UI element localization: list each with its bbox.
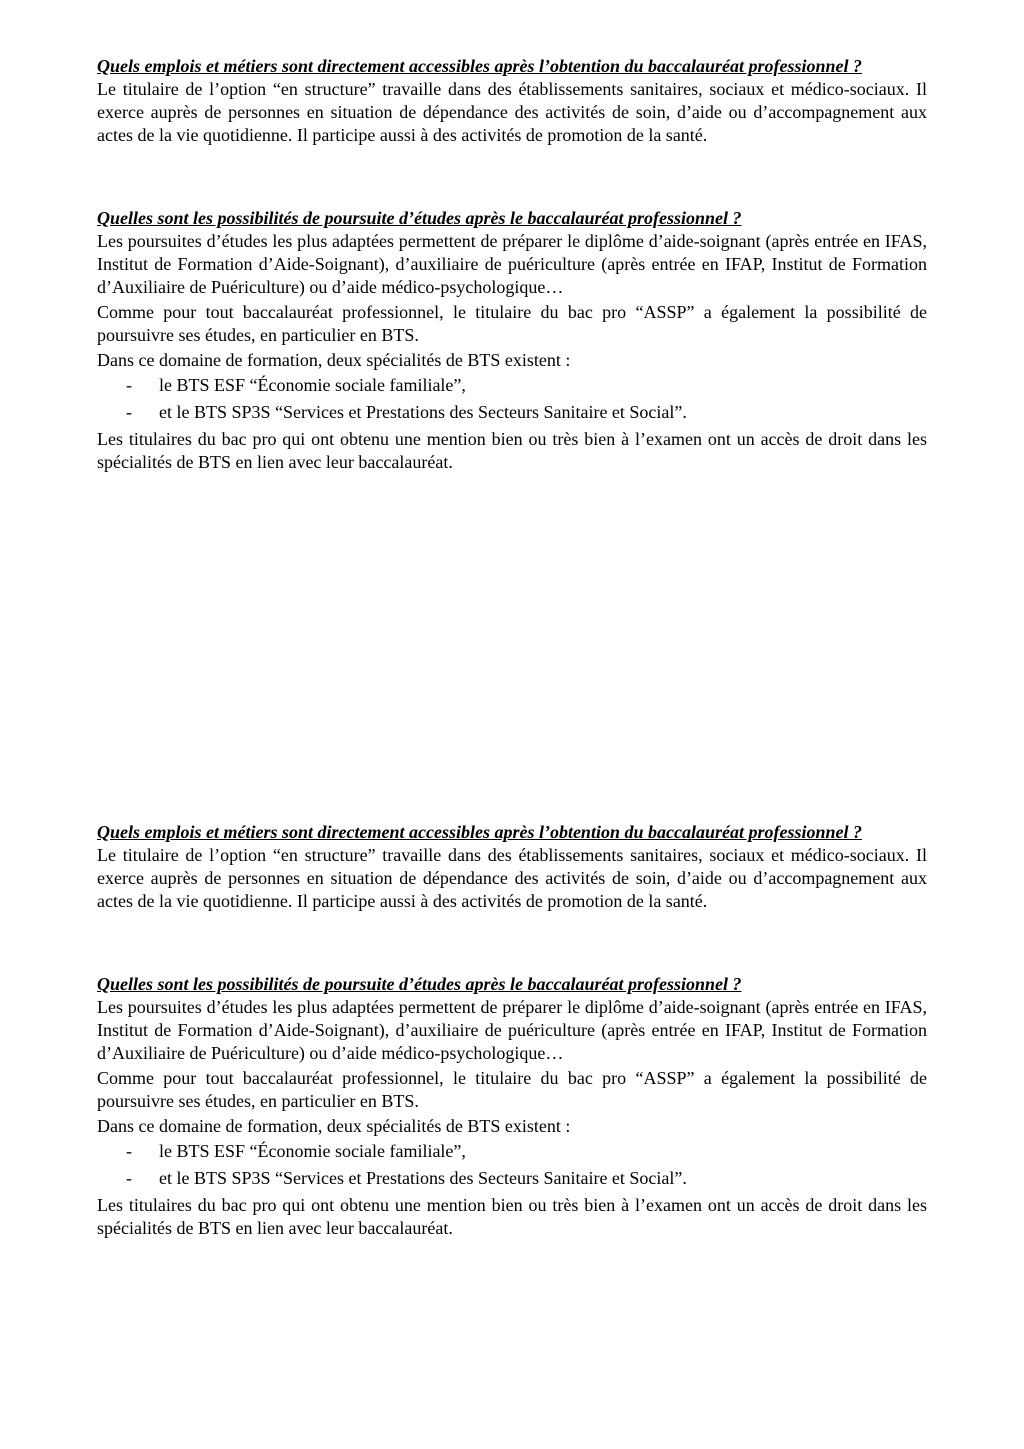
studies-paragraph-2: Comme pour tout baccalauréat professionnel, le titulaire du bac pro “ASSP” a également la possibilité de poursuivre ses études, en particulier en BTS. <box>97 1068 927 1111</box>
document-section-1 <box>97 55 927 476</box>
list-item-text: le BTS ESF “Économie sociale familiale”, <box>159 1141 466 1161</box>
question-jobs-heading: Quels emplois et métiers sont directement accessibles après l’obtention du baccalauréat professionnel ? <box>97 56 862 76</box>
list-item-text: et le BTS SP3S “Services et Prestations des Secteurs Sanitaire et Social”. <box>159 402 687 422</box>
dash-bullet: - <box>126 1168 132 1188</box>
dash-bullet: - <box>126 1141 132 1161</box>
studies-paragraph-1: Les poursuites d’études les plus adaptées permettent de préparer le diplôme d’aide-soignant (après entrée en IFAS, Institut de Formation d’Aide-Soignant), d’auxiliaire de puériculture (après entrée en IFAP, Institut de Formation d’Auxiliaire de Puériculture) ou d’aide médico-psychologique… <box>97 997 927 1063</box>
studies-paragraph-2: Comme pour tout baccalauréat professionnel, le titulaire du bac pro “ASSP” a également la possibilité de poursuivre ses études, en particulier en BTS. <box>97 302 927 345</box>
list-item <box>97 374 927 397</box>
answer-jobs-paragraph: Le titulaire de l’option “en structure” travaille dans des établissements sanitaires, sociaux et médico-sociaux. Il exerce auprès de personnes en situation de dépendance des activités de soin, d’aide ou d’accompagnement aux actes de la vie quotidienne. Il participe aussi à des activités de promotion de la santé. <box>97 845 927 911</box>
studies-paragraph-4: Les titulaires du bac pro qui ont obtenu une mention bien ou très bien à l’examen ont un accès de droit dans les spécialités de BTS en lien avec leur baccalauréat. <box>97 1195 927 1238</box>
list-item-text: et le BTS SP3S “Services et Prestations des Secteurs Sanitaire et Social”. <box>159 1168 687 1188</box>
question-jobs-heading: Quels emplois et métiers sont directement accessibles après l’obtention du baccalauréat professionnel ? <box>97 822 862 842</box>
studies-paragraph-3: Dans ce domaine de formation, deux spécialités de BTS existent : <box>97 1116 571 1136</box>
bts-list <box>97 374 927 424</box>
list-item <box>97 1167 927 1190</box>
studies-paragraph-3: Dans ce domaine de formation, deux spécialités de BTS existent : <box>97 350 571 370</box>
section-spacer <box>97 149 927 207</box>
question-studies-heading: Quelles sont les possibilités de poursuite d’études après le baccalauréat professionnel ? <box>97 974 742 994</box>
dash-bullet: - <box>126 402 132 422</box>
dash-bullet: - <box>126 375 132 395</box>
studies-paragraph-1: Les poursuites d’études les plus adaptées permettent de préparer le diplôme d’aide-soignant (après entrée en IFAS, Institut de Formation d’Aide-Soignant), d’auxiliaire de puériculture (après entrée en IFAP, Institut de Formation d’Auxiliaire de Puériculture) ou d’aide médico-psychologique… <box>97 231 927 297</box>
section-spacer <box>97 915 927 973</box>
list-item <box>97 401 927 424</box>
list-item-text: le BTS ESF “Économie sociale familiale”, <box>159 375 466 395</box>
document-section-2 <box>97 821 927 1242</box>
studies-paragraph-4: Les titulaires du bac pro qui ont obtenu une mention bien ou très bien à l’examen ont un accès de droit dans les spécialités de BTS en lien avec leur baccalauréat. <box>97 429 927 472</box>
list-item <box>97 1140 927 1163</box>
bts-list <box>97 1140 927 1190</box>
answer-jobs-paragraph: Le titulaire de l’option “en structure” travaille dans des établissements sanitaires, sociaux et médico-sociaux. Il exerce auprès de personnes en situation de dépendance des activités de soin, d’aide ou d’accompagnement aux actes de la vie quotidienne. Il participe aussi à des activités de promotion de la santé. <box>97 79 927 145</box>
question-studies-heading: Quelles sont les possibilités de poursuite d’études après le baccalauréat professionnel ? <box>97 208 742 228</box>
